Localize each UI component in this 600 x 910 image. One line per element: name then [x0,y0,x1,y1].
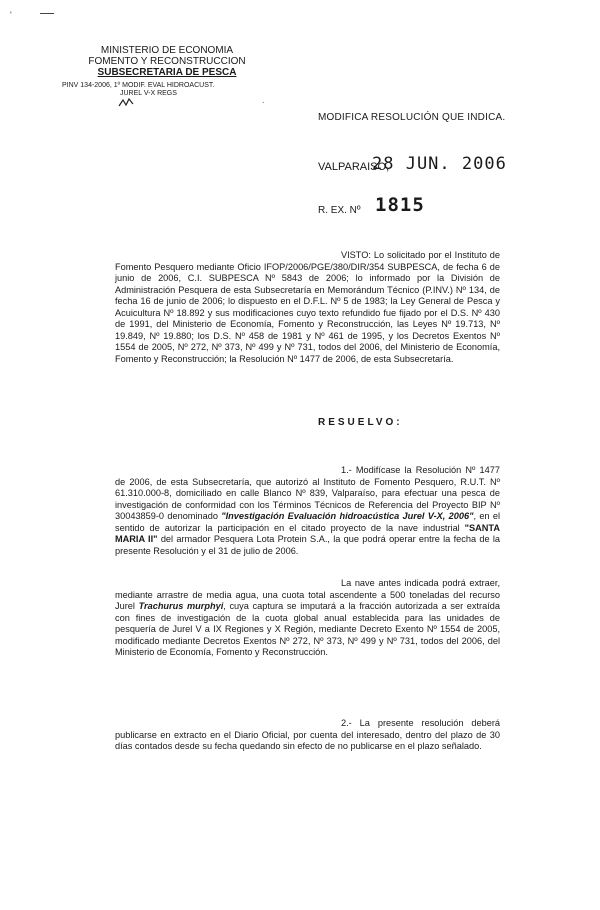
item-1b-paragraph [115,578,500,659]
visto-paragraph [115,250,500,365]
item-1-text-c: del armador Pesquera Lota Protein S.A., la que podrá operar entre la fecha de la presente Resolución y el 31 de julio de 2006. [115,534,500,556]
visto-label: VISTO: [341,250,371,260]
header-line-ministry: MINISTERIO DE ECONOMIA [100,45,234,56]
scan-dash [40,13,54,14]
dot-mark: . [262,96,265,105]
resuelvo-heading: RESUELVO: [318,417,403,428]
vessel-name: "SANTA MARIA II" [115,522,500,544]
resolution-number: 1815 [375,194,425,216]
item-1-text-b: , en el sentido de autorizar la participación en el citado proyecto de la nave industrial [115,511,501,533]
reference-note-line1: PINV 134-2006, 1º MODIF. EVAL HIDROACUST. [62,82,215,89]
scan-mark: ' [10,10,12,20]
item-1-text-a: 1.- Modifícase la Resolución Nº 1477 de 2006, de esta Subsecretaría, que autorizó al Instituto de Fomento Pesquero, R.U.T. Nº 61.310.000-8, domiciliado en calle Blanco Nº 839, Valparaíso, para efectuar una pesca de investigación de conformidad con los Términos Técnicos de Referencia del Proyecto BIP Nº 30043859-0 denominado [115,465,500,521]
project-name: "Investigación Evaluación hidroacústica Jurel V-X, 2006" [221,511,474,521]
item-1b-text-a: La nave antes indicada podrá extraer, mediante arrastre de media agua, una cuota total ascendente a 500 toneladas del recurso Jurel [115,578,500,611]
header-line-subsecretaria: SUBSECRETARIA DE PESCA [97,67,237,78]
reference-note [62,82,282,98]
item-1-paragraph [115,465,500,557]
initials-mark [118,98,134,110]
item-2-paragraph: 2.- La presente resolución deberá publicarse en extracto en el Diario Oficial, por cuenta del interesado, dentro del plazo de 30 días contados desde su fecha quedando sin efecto de no publicarse en el plazo señalado. [115,718,500,751]
item-1b-text-b: , cuya captura se imputará a la fracción autorizada a ser extraída con fines de investigación de la cuota global anual establecida para las unidades de pesquería de Jurel V a IX Regiones y X Región, mediante Decreto Exento Nº 1554 de 2005, modificado mediante Decretos Exentos Nº 272, Nº 373, Nº 499 y Nº 731, todos del 2006, del Ministerio de Economía, Fomento y Reconstrucción. [115,601,500,657]
subject-line: MODIFICA RESOLUCIÓN QUE INDICA. [318,112,506,123]
header-line-fomento: FOMENTO Y RECONSTRUCCION [88,56,246,67]
reference-note-line2: JUREL V-X REGS [120,90,177,97]
date-stamp: 28 JUN. 2006 [372,154,507,174]
resolution-number-label: R. EX. Nº [318,205,361,216]
place: VALPARAISO, [318,161,390,173]
ministry-header [62,45,272,78]
species-name: Trachurus murphyi [138,601,224,611]
visto-text: Lo solicitado por el Instituto de Fomento Pesquero mediante Oficio IFOP/2006/PGE/380/DIR/354 SUBPESCA, de fecha 6 de junio de 2006, C.I. SUBPESCA Nº 5843 de 2006; lo informado por la División de Administración Pesquera de esta Subsecretaría en Memorándum Técnico (P.INV.) Nº 134, de fecha 16 de junio de 2006; lo dispuesto en el D.F.L. Nº 5 de 1983; la Ley General de Pesca y Acuicultura Nº 18.892 y sus modificaciones cuyo texto refundido fue fijado por el D.S. Nº 430 de 1991, del Ministerio de Economía, Fomento y Reconstrucción, las Leyes Nº 19.713, Nº 19.849, Nº 19.880; los D.S. Nº 458 de 1981 y Nº 461 de 1995, y los Decretos Exentos Nº 1554 de 2005, Nº 272, Nº 373, Nº 499 y Nº 731, todos del 2006, del Ministerio de Economía, Fomento y Reconstrucción; la Resolución Nº 1477 de 2006, de esta Subsecretaría. [115,250,500,364]
